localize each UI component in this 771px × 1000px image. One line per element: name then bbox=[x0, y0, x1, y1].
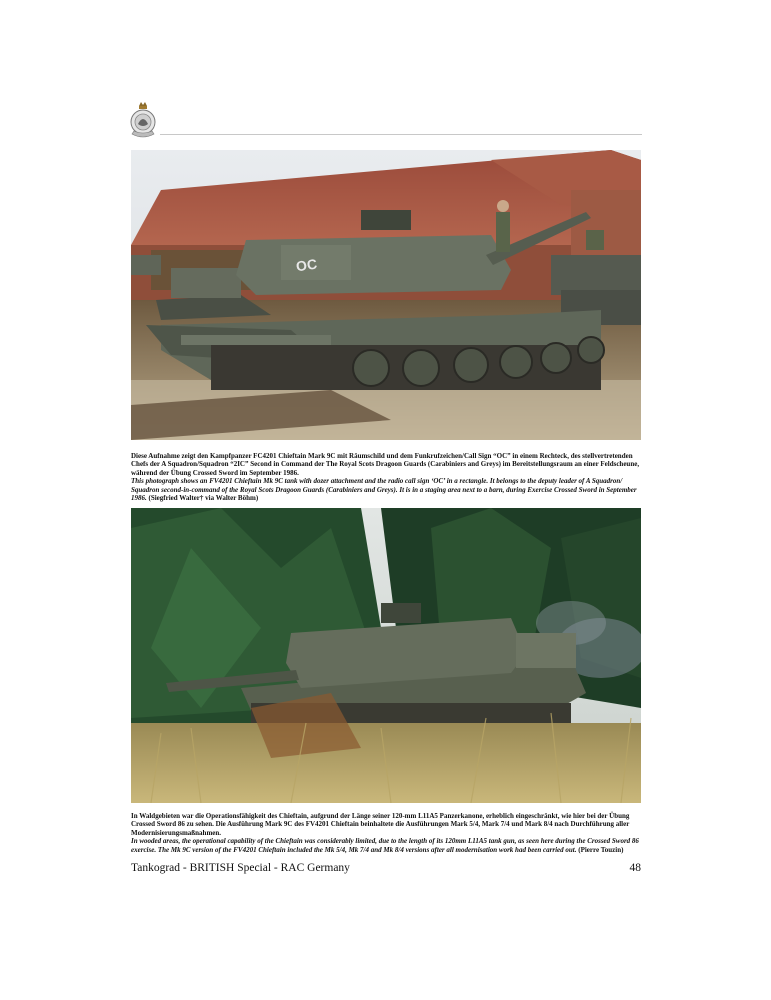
photo-caption-2 bbox=[131, 812, 643, 854]
caption-english: In wooded areas, the operational capability of the Chieftain was considerably limited, due to the length of its 120mm L11A5 tank gun, as seen here during the Crossed Sword 86 exercise. The Mk 9C version of the FV4201 Chieftain included the Mk 5/4, Mk 7/4 and Mk 8/4 versions after all modernisation work had been carried out. bbox=[131, 837, 639, 854]
header-divider bbox=[160, 134, 642, 135]
caption-german: In Waldgebieten war die Operationsfähigkeit des Chieftain, aufgrund der Länge seiner 120-mm L11A5 Panzerkanone, erheblich eingeschränkt, wie hier bei der Übung Crossed Sword 86 zu sehen. Die Ausführung Mark 9C des FV4201 Chieftain beinhaltete die Ausführungen Mark 5/4, Mark 7/4 und Mark 8/4 nach Durchführung aller Modernisierungsmaßnahmen. bbox=[131, 812, 630, 837]
caption-english: This photograph shows an FV4201 Chieftain Mk 9C tank with dozer attachment and the radio call sign ‘OC’ in a rectangle. It belongs to the deputy leader of A Squadron/ Squadron second-in-command of the Royal Scots Dragoon Guards (Carabiniers and Greys). It is in a staging area next to a barn, during Exercise Crossed Sword in September 1986. bbox=[131, 477, 637, 503]
page-number: 48 bbox=[629, 862, 641, 874]
photo-credit: (Siegfried Walter† via Walter Böhm) bbox=[148, 494, 259, 503]
tank-in-forest-photo bbox=[131, 508, 641, 803]
tank-by-barn-photo bbox=[131, 150, 641, 440]
photo-credit: (Pierre Touzin) bbox=[578, 845, 624, 854]
turret-marking: OC bbox=[294, 255, 319, 275]
photo-caption-1 bbox=[131, 452, 643, 502]
footer-title: Tankograd - BRITISH Special - RAC Germany bbox=[131, 862, 350, 874]
regimental-crest-icon bbox=[128, 100, 158, 140]
caption-german: Diese Aufnahme zeigt den Kampfpanzer FC4201 Chieftain Mark 9C mit Räumschild und dem Funkrufzeichen/Call Sign “OC” in einem Rechteck, des stellvertretenden Chefs der A Squadron/Squadron “2IC” Second in Command der The Royal Scots Dragoon Guards (Carabiniers and Greys) im Bereitstellungsraum an einer Feldscheune, während der Übung Crossed Sword im September 1986. bbox=[131, 452, 640, 477]
